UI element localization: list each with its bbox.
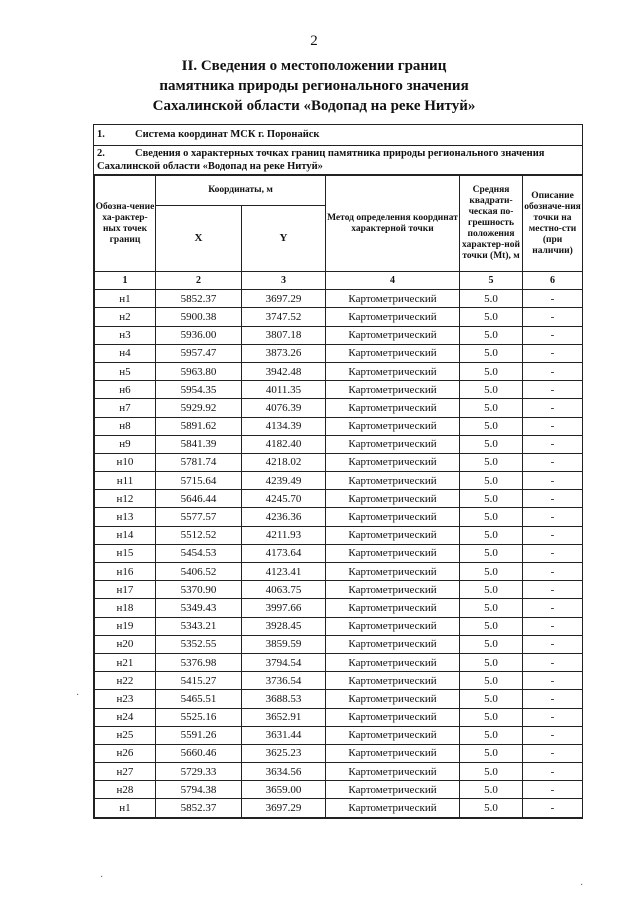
table-row (95, 362, 583, 380)
row-error: 5.0 (460, 417, 523, 435)
row-point: н3 (95, 326, 156, 344)
row-x: 5454.53 (156, 544, 242, 562)
table-row (95, 744, 583, 762)
row-description: - (523, 672, 583, 690)
table-row (95, 708, 583, 726)
coordinates-table (94, 175, 583, 818)
row-point: н22 (95, 672, 156, 690)
row-x: 5900.38 (156, 308, 242, 326)
row-method: Картометрический (326, 472, 460, 490)
column-number: 3 (242, 272, 326, 290)
row-y: 4218.02 (242, 453, 326, 471)
table-row (95, 326, 583, 344)
header-error: Средняя квадрати-ческая по-грешность положения характер-ной точки (Mt), м (460, 176, 523, 272)
row-error: 5.0 (460, 581, 523, 599)
row-description: - (523, 690, 583, 708)
row-y: 3873.26 (242, 344, 326, 362)
row-y: 3736.54 (242, 672, 326, 690)
title-line-3: Сахалинской области «Водопад на реке Нитуй» (152, 98, 476, 114)
row-method: Картометрический (326, 653, 460, 671)
table-row (95, 381, 583, 399)
row-x: 5660.46 (156, 744, 242, 762)
row-y: 3697.29 (242, 290, 326, 308)
title-line-1: II. Сведения о местоположении границ (181, 58, 447, 74)
row-point: н1 (95, 290, 156, 308)
row-point: н6 (95, 381, 156, 399)
row-point: н19 (95, 617, 156, 635)
row-y: 4182.40 (242, 435, 326, 453)
header-method: Метод определения координат характерной точки (326, 176, 460, 272)
header-y: Y (242, 206, 326, 272)
row-y: 3688.53 (242, 690, 326, 708)
row-method: Картометрический (326, 726, 460, 744)
scan-mark: · (580, 880, 584, 891)
row-point: н27 (95, 763, 156, 781)
row-point: н13 (95, 508, 156, 526)
row-x: 5512.52 (156, 526, 242, 544)
row-point: н12 (95, 490, 156, 508)
row-y: 3634.56 (242, 763, 326, 781)
row-method: Картометрический (326, 763, 460, 781)
scan-mark: · (76, 690, 80, 701)
row-description: - (523, 453, 583, 471)
row-method: Картометрический (326, 308, 460, 326)
row-method: Картометрический (326, 399, 460, 417)
row-point: н10 (95, 453, 156, 471)
row-point: н26 (95, 744, 156, 762)
table-row (95, 781, 583, 799)
row-x: 5715.64 (156, 472, 242, 490)
row-point: н25 (95, 726, 156, 744)
row-description: - (523, 381, 583, 399)
row-y: 3652.91 (242, 708, 326, 726)
row-error: 5.0 (460, 290, 523, 308)
row-x: 5929.92 (156, 399, 242, 417)
row-x: 5352.55 (156, 635, 242, 653)
column-number: 4 (326, 272, 460, 290)
row-point: н5 (95, 362, 156, 380)
table-body (95, 290, 583, 817)
row-description: - (523, 399, 583, 417)
table-row (95, 653, 583, 671)
row-description: - (523, 526, 583, 544)
row-point: н2 (95, 308, 156, 326)
row-error: 5.0 (460, 617, 523, 635)
row-x: 5376.98 (156, 653, 242, 671)
row-point: н8 (95, 417, 156, 435)
row-method: Картометрический (326, 362, 460, 380)
row-x: 5852.37 (156, 799, 242, 817)
row-y: 4123.41 (242, 563, 326, 581)
row-y: 3807.18 (242, 326, 326, 344)
table-row (95, 690, 583, 708)
column-number: 6 (523, 272, 583, 290)
row-description: - (523, 544, 583, 562)
row-x: 5406.52 (156, 563, 242, 581)
column-number: 1 (95, 272, 156, 290)
row-method: Картометрический (326, 581, 460, 599)
row-error: 5.0 (460, 490, 523, 508)
section-1-number: 1. (97, 129, 105, 140)
row-error: 5.0 (460, 599, 523, 617)
row-error: 5.0 (460, 453, 523, 471)
row-x: 5349.43 (156, 599, 242, 617)
row-error: 5.0 (460, 344, 523, 362)
table-row (95, 672, 583, 690)
row-method: Картометрический (326, 781, 460, 799)
row-method: Картометрический (326, 417, 460, 435)
row-error: 5.0 (460, 799, 523, 817)
row-method: Картометрический (326, 326, 460, 344)
row-error: 5.0 (460, 563, 523, 581)
row-point: н18 (95, 599, 156, 617)
row-x: 5891.62 (156, 417, 242, 435)
row-y: 3794.54 (242, 653, 326, 671)
page-number: 2 (310, 33, 318, 49)
row-error: 5.0 (460, 726, 523, 744)
row-point: н15 (95, 544, 156, 562)
row-description: - (523, 763, 583, 781)
row-description: - (523, 326, 583, 344)
row-description: - (523, 362, 583, 380)
row-x: 5525.16 (156, 708, 242, 726)
row-error: 5.0 (460, 381, 523, 399)
row-error: 5.0 (460, 635, 523, 653)
row-point: н16 (95, 563, 156, 581)
row-y: 3631.44 (242, 726, 326, 744)
table-row (95, 635, 583, 653)
table-row (95, 399, 583, 417)
row-description: - (523, 417, 583, 435)
row-y: 4076.39 (242, 399, 326, 417)
table-row (95, 526, 583, 544)
row-x: 5957.47 (156, 344, 242, 362)
row-x: 5370.90 (156, 581, 242, 599)
row-point: н7 (95, 399, 156, 417)
row-x: 5729.33 (156, 763, 242, 781)
title-line-2: памятника природы регионального значения (159, 78, 469, 94)
row-x: 5852.37 (156, 290, 242, 308)
row-point: н20 (95, 635, 156, 653)
row-error: 5.0 (460, 708, 523, 726)
header-description: Описание обозначе-ния точки на местно-сти (при наличии) (523, 176, 583, 272)
row-error: 5.0 (460, 744, 523, 762)
row-description: - (523, 708, 583, 726)
row-method: Картометрический (326, 635, 460, 653)
row-method: Картометрический (326, 344, 460, 362)
row-error: 5.0 (460, 362, 523, 380)
row-error: 5.0 (460, 472, 523, 490)
row-method: Картометрический (326, 526, 460, 544)
row-error: 5.0 (460, 435, 523, 453)
row-point: н23 (95, 690, 156, 708)
row-y: 4011.35 (242, 381, 326, 399)
header-coordinates: Координаты, м (156, 176, 326, 206)
boundary-points-caption-row (94, 146, 582, 175)
table-row (95, 508, 583, 526)
row-description: - (523, 581, 583, 599)
row-method: Картометрический (326, 708, 460, 726)
row-x: 5343.21 (156, 617, 242, 635)
row-error: 5.0 (460, 308, 523, 326)
row-x: 5591.26 (156, 726, 242, 744)
coordinate-system-row (94, 125, 582, 146)
row-error: 5.0 (460, 526, 523, 544)
row-y: 3697.29 (242, 799, 326, 817)
coordinate-system-text: Система координат МСК г. Поронайск (135, 129, 320, 140)
row-y: 4236.36 (242, 508, 326, 526)
row-description: - (523, 472, 583, 490)
row-error: 5.0 (460, 399, 523, 417)
row-description: - (523, 435, 583, 453)
table-row (95, 453, 583, 471)
table-row (95, 599, 583, 617)
row-method: Картометрический (326, 563, 460, 581)
row-description: - (523, 344, 583, 362)
scan-mark: · (100, 872, 104, 883)
row-x: 5781.74 (156, 453, 242, 471)
column-number: 2 (156, 272, 242, 290)
row-x: 5465.51 (156, 690, 242, 708)
row-description: - (523, 744, 583, 762)
row-description: - (523, 781, 583, 799)
table-row (95, 763, 583, 781)
row-y: 4134.39 (242, 417, 326, 435)
row-method: Картометрический (326, 435, 460, 453)
row-error: 5.0 (460, 781, 523, 799)
row-x: 5794.38 (156, 781, 242, 799)
row-method: Картометрический (326, 381, 460, 399)
row-x: 5954.35 (156, 381, 242, 399)
row-y: 4239.49 (242, 472, 326, 490)
row-error: 5.0 (460, 326, 523, 344)
row-y: 3928.45 (242, 617, 326, 635)
row-description: - (523, 599, 583, 617)
row-description: - (523, 653, 583, 671)
row-description: - (523, 308, 583, 326)
row-y: 3997.66 (242, 599, 326, 617)
row-y: 4211.93 (242, 526, 326, 544)
coordinates-frame (93, 124, 583, 819)
table-row (95, 290, 583, 308)
row-method: Картометрический (326, 799, 460, 817)
row-y: 4063.75 (242, 581, 326, 599)
row-x: 5841.39 (156, 435, 242, 453)
table-row (95, 344, 583, 362)
table-header (95, 176, 583, 290)
row-error: 5.0 (460, 544, 523, 562)
section-2-number: 2. (97, 148, 105, 159)
row-method: Картометрический (326, 453, 460, 471)
table-row (95, 544, 583, 562)
row-point: н11 (95, 472, 156, 490)
boundary-points-caption-line-2: Сахалинской области «Водопад на реке Нитуй» (97, 161, 323, 172)
row-x: 5963.80 (156, 362, 242, 380)
row-method: Картометрический (326, 290, 460, 308)
row-error: 5.0 (460, 653, 523, 671)
page-title (0, 56, 628, 116)
row-error: 5.0 (460, 690, 523, 708)
column-number: 5 (460, 272, 523, 290)
row-point: н4 (95, 344, 156, 362)
table-row (95, 617, 583, 635)
row-description: - (523, 508, 583, 526)
row-point: н17 (95, 581, 156, 599)
row-x: 5577.57 (156, 508, 242, 526)
table-row (95, 726, 583, 744)
row-method: Картометрический (326, 690, 460, 708)
row-method: Картометрический (326, 599, 460, 617)
row-description: - (523, 635, 583, 653)
row-y: 3747.52 (242, 308, 326, 326)
row-y: 3625.23 (242, 744, 326, 762)
row-error: 5.0 (460, 672, 523, 690)
row-point: н9 (95, 435, 156, 453)
row-point: н28 (95, 781, 156, 799)
row-x: 5936.00 (156, 326, 242, 344)
row-description: - (523, 617, 583, 635)
table-row (95, 417, 583, 435)
row-error: 5.0 (460, 763, 523, 781)
row-description: - (523, 726, 583, 744)
column-numbers-row (95, 272, 583, 290)
row-point: н24 (95, 708, 156, 726)
boundary-points-caption-line-1: Сведения о характерных точках границ памятника природы регионального значения (135, 148, 545, 159)
table-row (95, 563, 583, 581)
table-row (95, 435, 583, 453)
row-point: н1 (95, 799, 156, 817)
row-y: 4245.70 (242, 490, 326, 508)
row-error: 5.0 (460, 508, 523, 526)
row-y: 4173.64 (242, 544, 326, 562)
table-row (95, 472, 583, 490)
table-row (95, 799, 583, 817)
row-y: 3659.00 (242, 781, 326, 799)
row-point: н21 (95, 653, 156, 671)
header-point: Обозна-чение ха-рактер-ных точек границ (95, 176, 156, 272)
row-method: Картометрический (326, 672, 460, 690)
row-x: 5646.44 (156, 490, 242, 508)
row-method: Картометрический (326, 508, 460, 526)
row-description: - (523, 799, 583, 817)
header-x: X (156, 206, 242, 272)
row-description: - (523, 290, 583, 308)
row-point: н14 (95, 526, 156, 544)
row-description: - (523, 490, 583, 508)
row-method: Картометрический (326, 617, 460, 635)
row-y: 3859.59 (242, 635, 326, 653)
table-row (95, 308, 583, 326)
table-row (95, 581, 583, 599)
row-y: 3942.48 (242, 362, 326, 380)
table-row (95, 490, 583, 508)
row-description: - (523, 563, 583, 581)
row-method: Картометрический (326, 544, 460, 562)
row-method: Картометрический (326, 490, 460, 508)
row-x: 5415.27 (156, 672, 242, 690)
row-method: Картометрический (326, 744, 460, 762)
